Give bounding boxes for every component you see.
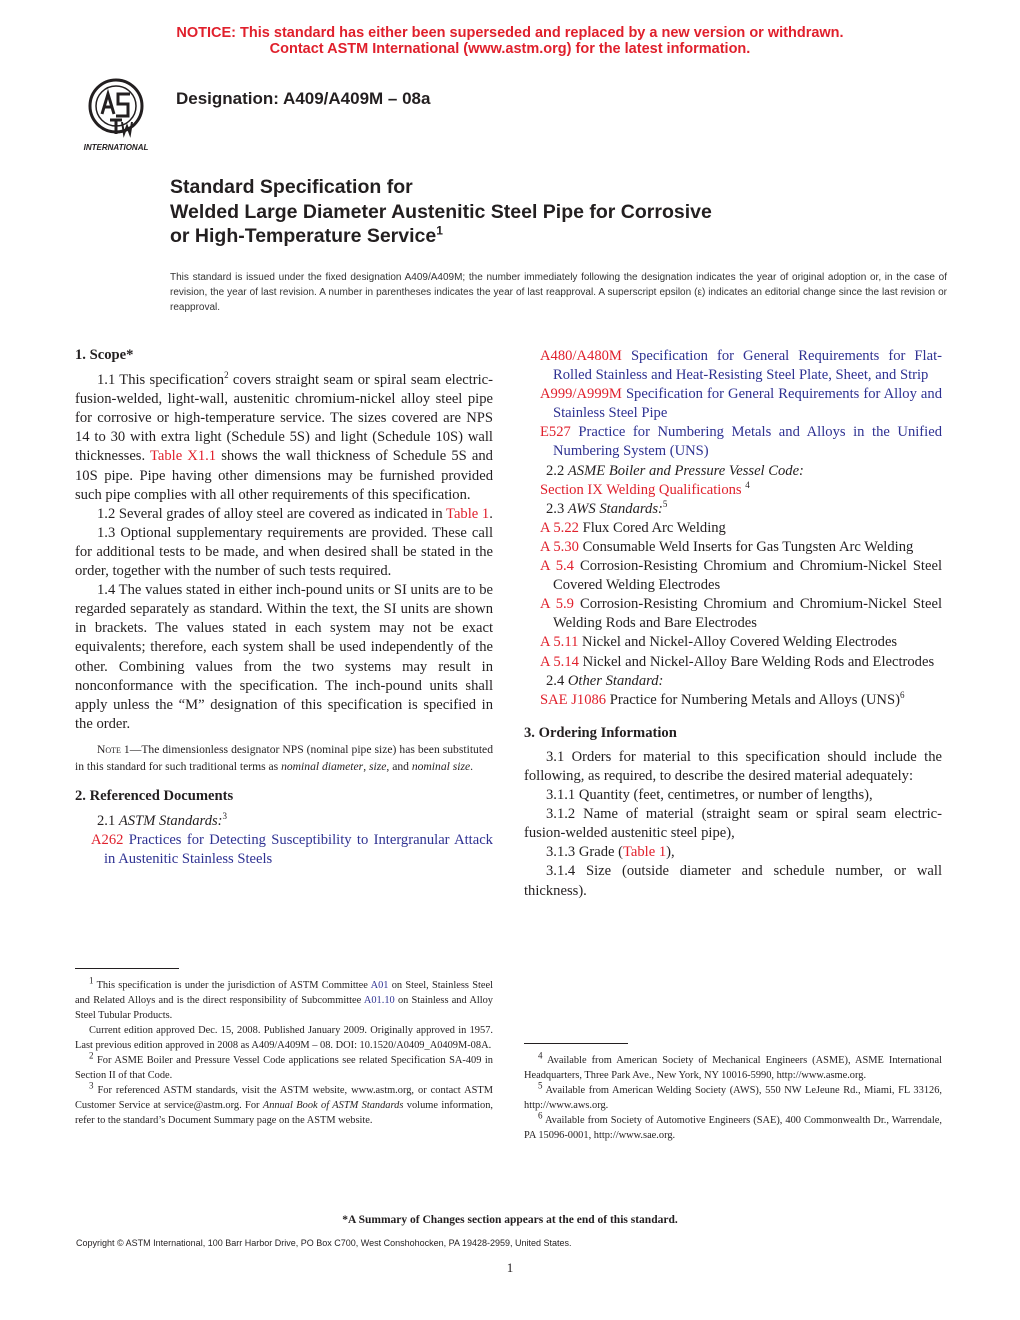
referenced-docs-heading: 2. Referenced Documents xyxy=(75,787,234,804)
para-3-1-4: 3.1.4 Size (outside diameter and schedule number, or wall thickness). xyxy=(524,863,942,899)
footnote-3: $^3$ For referenced ASTM standards, visit the ASTM website, www.astm.org, or contact ASTM Customer Service at service@astm.org. For Annual Book of ASTM Standards volume information, refer to the standard’s Document Summary page on the ASTM website. xyxy=(75,1080,493,1126)
para-2-3: 2.3 AWS Standards:$^5$ xyxy=(546,498,668,517)
footnote-6: $^6$ Available from Society of Automotive Engineers (SAE), 400 Commonwealth Dr., Warrendale, PA 15096-0001, http://www.sae.org. xyxy=(524,1110,942,1141)
footnote-ref-2[interactable]: 2 xyxy=(224,370,229,381)
withdrawal-notice xyxy=(0,25,1020,57)
copyright: Copyright © ASTM International, 100 Barr Harbor Drive, PO Box C700, West Conshohocken, PA 19428-2959, United States. xyxy=(76,1238,572,1248)
footnote-ref-3[interactable]: 3 xyxy=(222,811,228,822)
left-column xyxy=(75,346,493,869)
footnote-4: $^4$ Available from American Society of Mechanical Engineers (ASME), ASME International Headquarters, Three Park Ave., New York, NY 10016-5990, http://www.asme.org. xyxy=(524,1050,942,1081)
ref-e527[interactable]: E527 Practice for Numbering Metals and Alloys in the Unified Numbering System (UNS) xyxy=(540,424,942,460)
title-line-3: or High-Temperature Service xyxy=(170,225,437,247)
para-2-4: 2.4 Other Standard: xyxy=(546,672,664,689)
ref-sae-j1086[interactable]: SAE J1086 Practice for Numbering Metals and Alloys (UNS)$^6$ xyxy=(540,689,905,708)
para-1-3: 1.3 Optional supplementary requirements are provided. These call for additional tests to be made, and when desired shall be stated in the order, together with the number of such tests required. xyxy=(75,524,493,580)
scope-heading: 1. Scope* xyxy=(75,347,134,363)
footnote-2: $^2$ For ASME Boiler and Pressure Vessel Code applications see related Specification SA-409 in Section II of that Code. xyxy=(75,1050,493,1081)
designation: Designation: A409/A409M – 08a xyxy=(176,89,431,108)
summary-of-changes-note: *A Summary of Changes section appears at the end of this standard. xyxy=(342,1214,678,1226)
subcommittee-a01-10-link[interactable]: A01.10 xyxy=(363,995,395,1006)
footnote-divider-left xyxy=(75,968,179,969)
notice-line-2: Contact ASTM International (www.astm.org) for the latest information. xyxy=(269,41,751,57)
ordering-heading: 3. Ordering Information xyxy=(524,724,677,741)
footnotes-left xyxy=(75,975,493,1128)
para-3-1-3: 3.1.3 Grade (Table 1), xyxy=(546,844,675,861)
astm-logo xyxy=(72,76,164,154)
footnote-5: $^5$ Available from American Welding Society (AWS), 550 NW LeJeune Rd., Miami, FL 33126, http://www.aws.org. xyxy=(524,1080,943,1111)
para-3-1-1: 3.1.1 Quantity (feet, centimetres, or number of lengths), xyxy=(546,787,873,804)
footnote-1-edition: Current edition approved Dec. 15, 2008. Published January 2009. Originally approved in 1957. Last previous edition approved in 2008 as A409/A409M – 08. DOI: 10.1520/A0409_A0409M-08A. xyxy=(75,1025,493,1051)
para-2-1: 2.1 ASTM Standards:$^3$ xyxy=(97,811,228,829)
footnotes-right xyxy=(524,1050,943,1143)
aws-standards-list xyxy=(524,519,942,672)
ref-aws-item[interactable]: A 5.4 Corrosion-Resisting Chromium and Chromium-Nickel Steel Covered Welding Electrodes xyxy=(540,558,942,594)
para-1-1: 1.1 This specification$^2$ covers straight seam or spiral seam electric-fusion-welded, light-wall, austenitic chromium-nickel alloy steel pipe for corrosive or high-temperature service. The sizes covered are NPS 14 to 30 with extra light (Schedule 5S) and light (Schedule 10S) wall thicknesses. Table X1.1 shows the wall thickness of Schedule 5S and 10S pipe. Pipe having other dimensions may be furnished provided such pipe complies with all other requirements of this specification. xyxy=(75,370,493,503)
issuance-statement: This standard is issued under the fixed designation A409/A409M; the number immediately following the designation indicates the year of original adoption or, in the case of revision, the year of last revision. A number in parentheses indicates the year of last reapproval. A superscript epsilon (ε) indicates an editorial change since the last revision or reapproval. xyxy=(170,272,947,313)
ref-a480[interactable]: A480/A480M Specification for General Requirements for Flat-Rolled Stainless and Heat-Resisting Steel Plate, Sheet, and Strip xyxy=(540,348,942,384)
astm-logo-icon xyxy=(72,76,164,154)
table-1-link-2[interactable]: Table 1 xyxy=(623,844,667,861)
para-1-4: 1.4 The values stated in either inch-pound units or SI units are to be regarded separately as standard. Within the text, the SI units are shown in brackets. The values stated in each system may not be exact equivalents; therefore, each system shall be used independently of the other. Combining values from the two systems may result in nonconformance with the specification. The inch-pound units shall apply unless the “M” designation of this specification is specified in the order. xyxy=(75,582,493,732)
table-1-link[interactable]: Table 1 xyxy=(446,505,490,522)
right-column xyxy=(524,347,942,901)
para-2-2: 2.2 ASME Boiler and Pressure Vessel Code: xyxy=(546,462,804,479)
footnote-1: $^1$ This specification is under the jurisdiction of ASTM Committee A01 on Steel, Stainless Steel and Related Alloys and is the direct responsibility of Subcommittee A01.10 on Stainless and Alloy Steel Tubular Products. xyxy=(75,975,493,1021)
page-number: 1 xyxy=(506,1260,514,1275)
title-footnote-ref[interactable]: 1 xyxy=(436,223,443,238)
para-3-1: 3.1 Orders for material to this specification should include the following, as required, to describe the desired material adequately: xyxy=(524,748,942,784)
footnote-divider-right xyxy=(524,1043,628,1044)
ref-a999[interactable]: A999/A999M Specification for General Requirements for Alloy and Stainless Steel Pipe xyxy=(540,386,942,422)
ref-a262[interactable]: A262 Practices for Detecting Susceptibility to Intergranular Attack in Austenitic Stainless Steels xyxy=(91,832,493,868)
ref-section-ix[interactable]: Section IX Welding Qualifications $^4$ xyxy=(540,479,750,498)
ref-aws-item[interactable]: A 5.30 Consumable Weld Inserts for Gas Tungsten Arc Welding xyxy=(540,538,914,555)
document-title xyxy=(170,175,712,249)
table-x1-1-link[interactable]: Table X1.1 xyxy=(149,448,217,465)
para-3-1-2: 3.1.2 Name of material (straight seam or spiral seam electric-fusion-welded austenitic steel pipe), xyxy=(524,806,942,842)
note-1: Note 1—The dimensionless designator NPS (nominal pipe size) has been substituted in this standard for such traditional terms as nominal diameter, size, and nominal size. xyxy=(75,742,493,773)
committee-a01-link[interactable]: A01 xyxy=(370,980,389,991)
logo-label: INTERNATIONAL xyxy=(83,143,149,152)
para-1-2: 1.2 Several grades of alloy steel are covered as indicated in Table 1. xyxy=(97,505,493,522)
ref-aws-item[interactable]: A 5.9 Corrosion-Resisting Chromium and Chromium-Nickel Steel Welding Rods and Bare Electrodes xyxy=(540,596,942,632)
notice-line-1: NOTICE: This standard has either been superseded and replaced by a new version or withdrawn. xyxy=(176,25,844,41)
ref-aws-item[interactable]: A 5.11 Nickel and Nickel-Alloy Covered Welding Electrodes xyxy=(540,634,898,651)
ref-aws-item[interactable]: A 5.22 Flux Cored Arc Welding xyxy=(540,519,726,536)
title-line-2: Welded Large Diameter Austenitic Steel Pipe for Corrosive xyxy=(170,200,712,223)
title-line-1: Standard Specification for xyxy=(170,176,413,198)
ref-aws-item[interactable]: A 5.14 Nickel and Nickel-Alloy Bare Welding Rods and Electrodes xyxy=(540,653,935,670)
